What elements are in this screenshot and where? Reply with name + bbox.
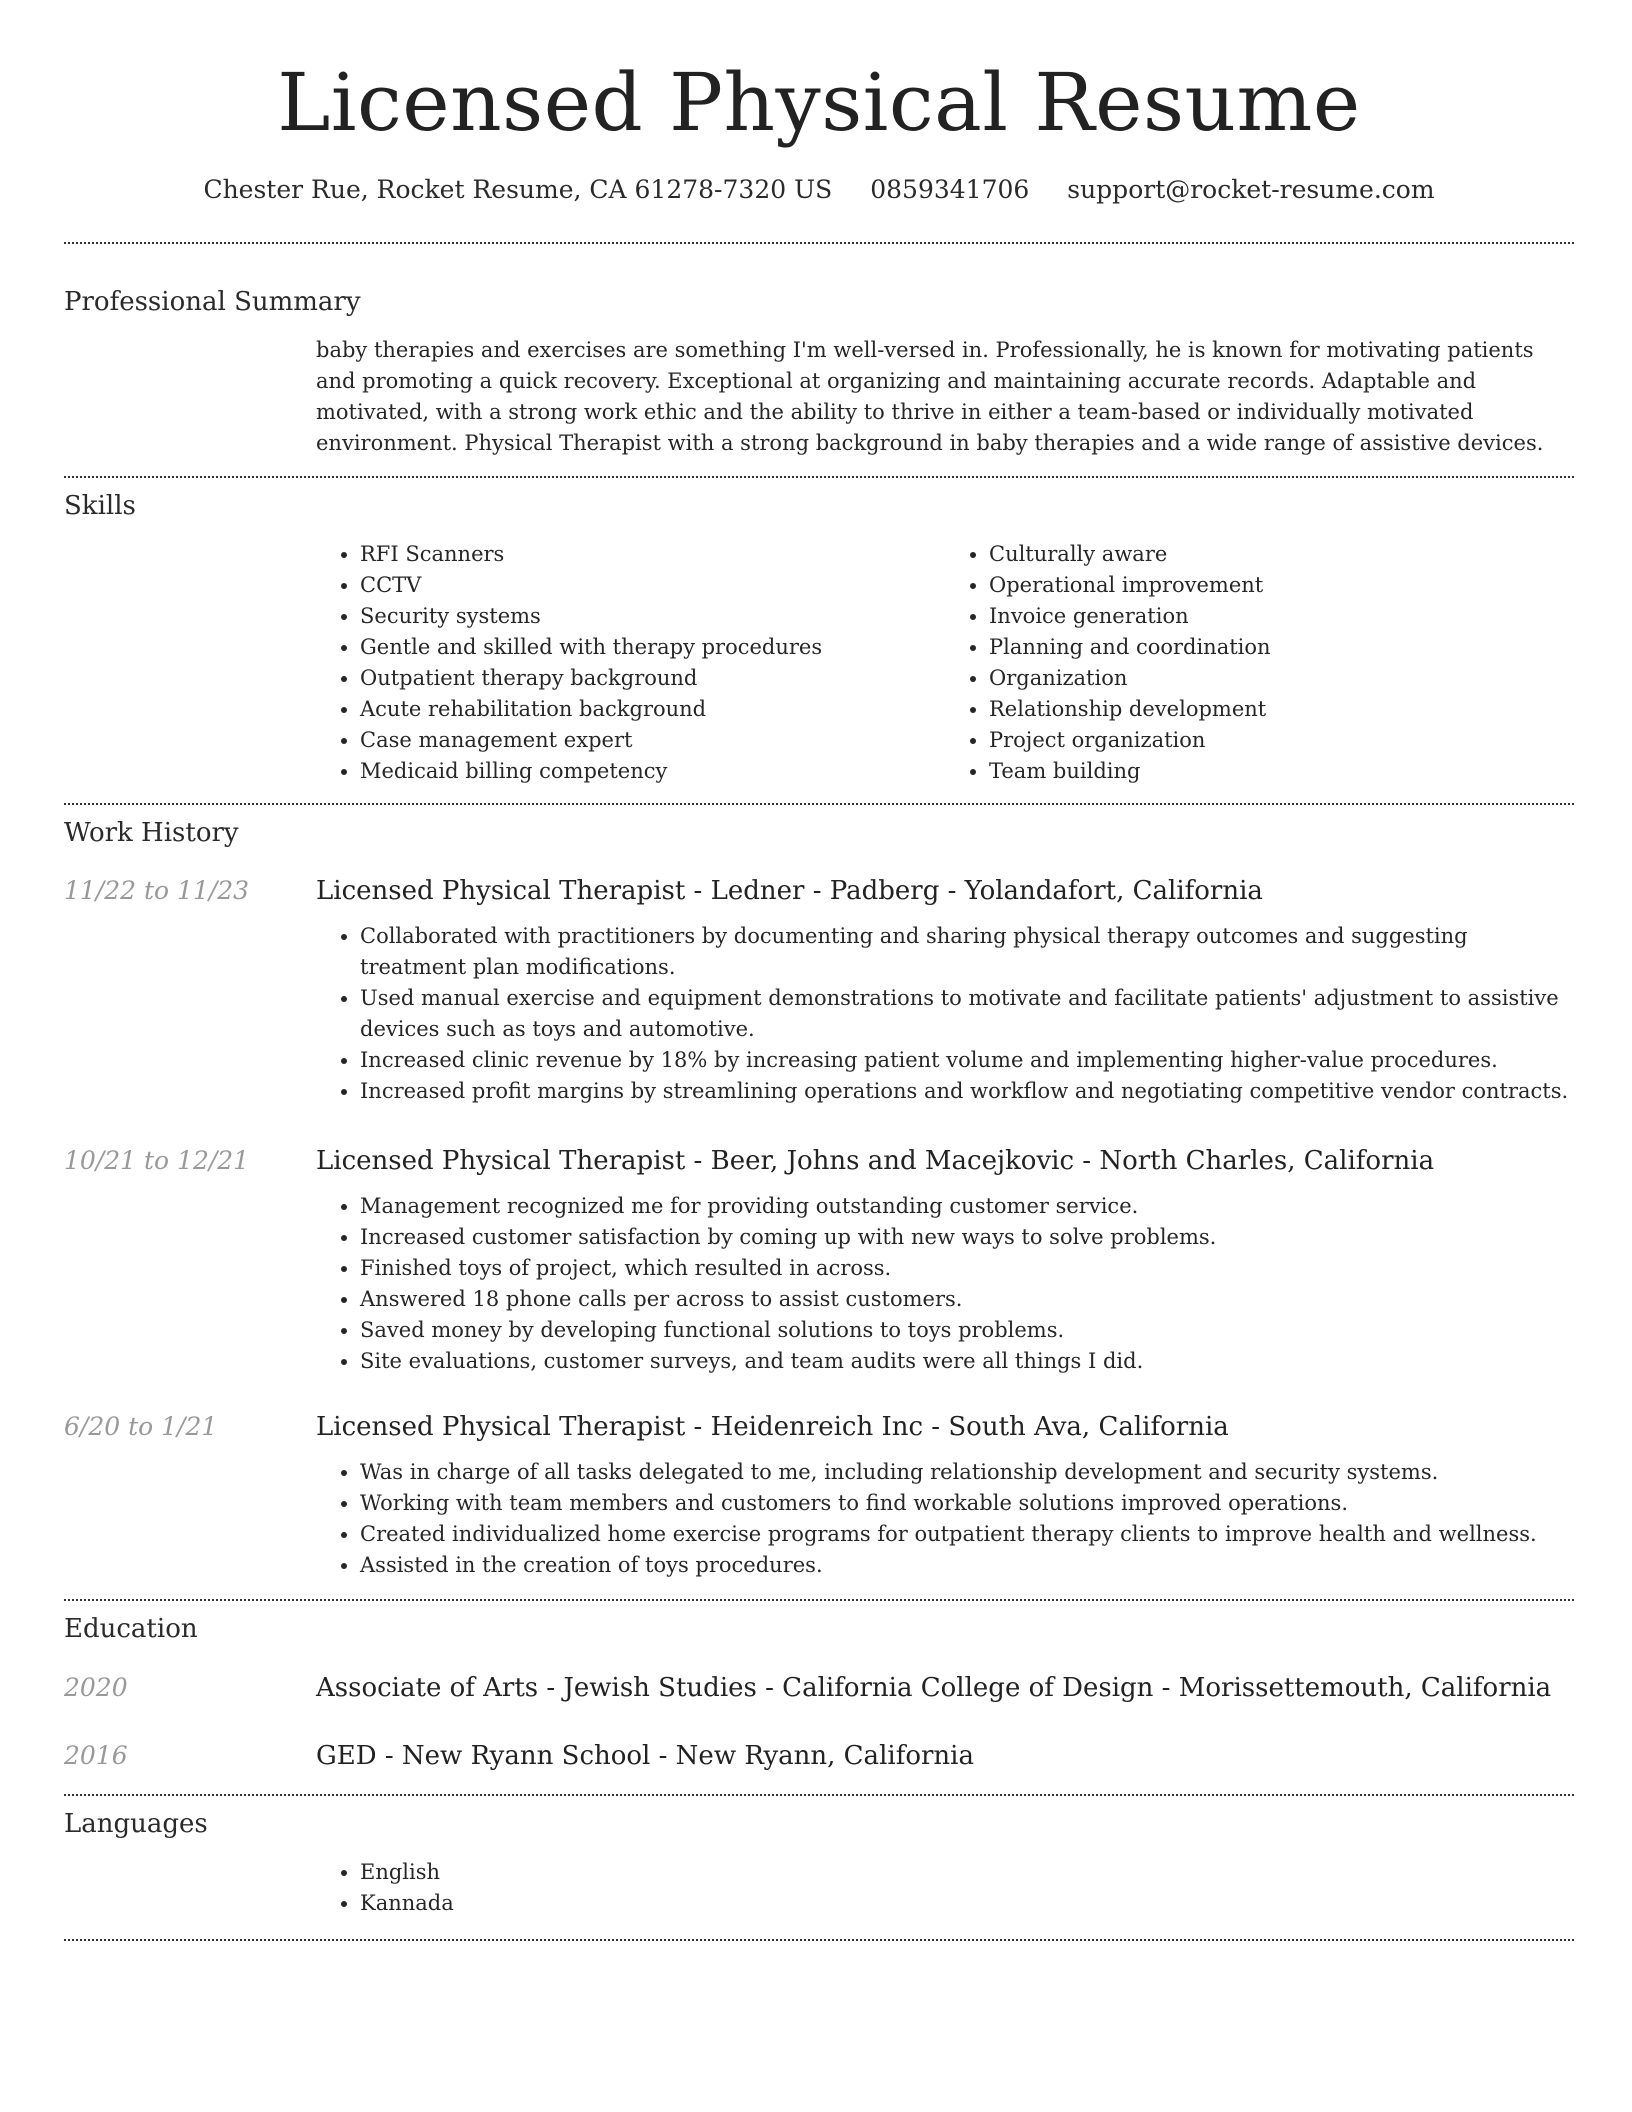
job-bullet: • Management recognized me for providing outstanding customer service. bbox=[360, 1191, 1574, 1222]
job-title: Licensed Physical Therapist - Beer, Johns and Macejkovic - North Charles, California bbox=[316, 1146, 1435, 1176]
contact-phone: 0859341706 bbox=[870, 175, 1030, 204]
job-entry bbox=[64, 1143, 1574, 1377]
skill-item: • Acute rehabilitation background bbox=[360, 694, 945, 725]
skill-item: • Project organization bbox=[989, 725, 1574, 756]
job-bullet: • Site evaluations, customer surveys, and team audits were all things I did. bbox=[360, 1346, 1574, 1377]
job-bullet: • Saved money by developing functional solutions to toys problems. bbox=[360, 1315, 1574, 1346]
job-bullet: • Answered 18 phone calls per across to assist customers. bbox=[360, 1284, 1574, 1315]
skill-item: • Relationship development bbox=[989, 694, 1574, 725]
skill-item: • Planning and coordination bbox=[989, 632, 1574, 663]
skills-list-left bbox=[316, 539, 945, 787]
job-bullets bbox=[316, 921, 1574, 1107]
language-item: • English bbox=[360, 1857, 1574, 1888]
summary-heading: Professional Summary bbox=[64, 287, 361, 317]
language-item: • Kannada bbox=[360, 1888, 1574, 1919]
contact-address: Chester Rue, Rocket Resume, CA 61278-7320 US bbox=[203, 175, 833, 204]
education-title: Associate of Arts - Jewish Studies - California College of Design - Morissettemouth, California bbox=[316, 1673, 1552, 1703]
skills-columns bbox=[316, 539, 1574, 787]
job-title: Licensed Physical Therapist - Heidenreich Inc - South Ava, California bbox=[316, 1412, 1229, 1442]
skill-item: • Team building bbox=[989, 756, 1574, 787]
skills-section bbox=[64, 489, 1574, 787]
job-bullet: • Created individualized home exercise programs for outpatient therapy clients to improve health and wellness. bbox=[360, 1519, 1574, 1550]
skill-item: • Medicaid billing competency bbox=[360, 756, 945, 787]
education-heading: Education bbox=[64, 1614, 198, 1644]
job-bullet: • Increased profit margins by streamlining operations and workflow and negotiating competitive vendor contracts. bbox=[360, 1076, 1574, 1107]
summary-text: baby therapies and exercises are something I'm well-versed in. Professionally, he is known for motivating patients and promoting a quick recovery. Exceptional at organizing and maintaining accurate records. Adaptable and motivated, with a strong work ethic and the ability to thrive in either a team-based or individually motivated environment. Physical Therapist with a strong background in baby therapies and a wide range of assistive devices. bbox=[316, 338, 1544, 455]
skill-item: • Case management expert bbox=[360, 725, 945, 756]
languages-section bbox=[64, 1807, 1574, 1919]
skill-item: • Organization bbox=[989, 663, 1574, 694]
job-bullet: • Working with team members and customers to find workable solutions improved operations. bbox=[360, 1488, 1574, 1519]
job-bullet: • Finished toys of project, which resulted in across. bbox=[360, 1253, 1574, 1284]
job-bullet: • Was in charge of all tasks delegated to me, including relationship development and security systems. bbox=[360, 1457, 1574, 1488]
job-bullet: • Used manual exercise and equipment demonstrations to motivate and facilitate patients' adjustment to assistive devices such as toys and automotive. bbox=[360, 983, 1574, 1045]
job-entry bbox=[64, 1409, 1574, 1581]
job-bullet: • Collaborated with practitioners by documenting and sharing physical therapy outcomes and suggesting treatment plan modifications. bbox=[360, 921, 1574, 983]
section-divider bbox=[64, 1794, 1574, 1796]
education-section bbox=[64, 1612, 1574, 1774]
job-entry bbox=[64, 873, 1574, 1107]
education-date: 2020 bbox=[64, 1673, 128, 1702]
section-divider bbox=[64, 803, 1574, 805]
education-title: GED - New Ryann School - New Ryann, California bbox=[316, 1741, 974, 1771]
skill-item: • CCTV bbox=[360, 570, 945, 601]
section-divider bbox=[64, 1599, 1574, 1601]
job-bullets bbox=[316, 1457, 1574, 1581]
contact-line bbox=[64, 172, 1574, 208]
job-title: Licensed Physical Therapist - Ledner - Padberg - Yolandafort, California bbox=[316, 876, 1263, 906]
education-entry bbox=[64, 1738, 1574, 1774]
job-date: 6/20 to 1/21 bbox=[64, 1412, 218, 1441]
summary-section bbox=[64, 284, 1574, 459]
skill-item: • Operational improvement bbox=[989, 570, 1574, 601]
languages-heading: Languages bbox=[64, 1809, 208, 1839]
job-date: 11/22 to 11/23 bbox=[64, 876, 250, 905]
skill-item: • Gentle and skilled with therapy procedures bbox=[360, 632, 945, 663]
job-bullet: • Assisted in the creation of toys procedures. bbox=[360, 1550, 1574, 1581]
job-bullet: • Increased clinic revenue by 18% by increasing patient volume and implementing higher-value procedures. bbox=[360, 1045, 1574, 1076]
job-bullets bbox=[316, 1191, 1574, 1377]
resume-page bbox=[64, 0, 1574, 1941]
skill-item: • Security systems bbox=[360, 601, 945, 632]
resume-title: Licensed Physical Resume bbox=[277, 56, 1361, 149]
skills-heading: Skills bbox=[64, 491, 136, 521]
languages-list bbox=[316, 1857, 1574, 1919]
skill-item: • Outpatient therapy background bbox=[360, 663, 945, 694]
skill-item: • Culturally aware bbox=[989, 539, 1574, 570]
skill-item: • RFI Scanners bbox=[360, 539, 945, 570]
job-bullet: • Increased customer satisfaction by coming up with new ways to solve problems. bbox=[360, 1222, 1574, 1253]
skill-item: • Invoice generation bbox=[989, 601, 1574, 632]
skills-list-right bbox=[945, 539, 1574, 787]
education-entry bbox=[64, 1670, 1574, 1706]
work-heading: Work History bbox=[64, 818, 239, 848]
contact-email: support@rocket-resume.com bbox=[1067, 175, 1435, 204]
section-divider bbox=[64, 242, 1574, 244]
work-section bbox=[64, 816, 1574, 1581]
section-divider bbox=[64, 1939, 1574, 1941]
section-divider bbox=[64, 476, 1574, 478]
education-date: 2016 bbox=[64, 1741, 128, 1770]
job-date: 10/21 to 12/21 bbox=[64, 1146, 250, 1175]
